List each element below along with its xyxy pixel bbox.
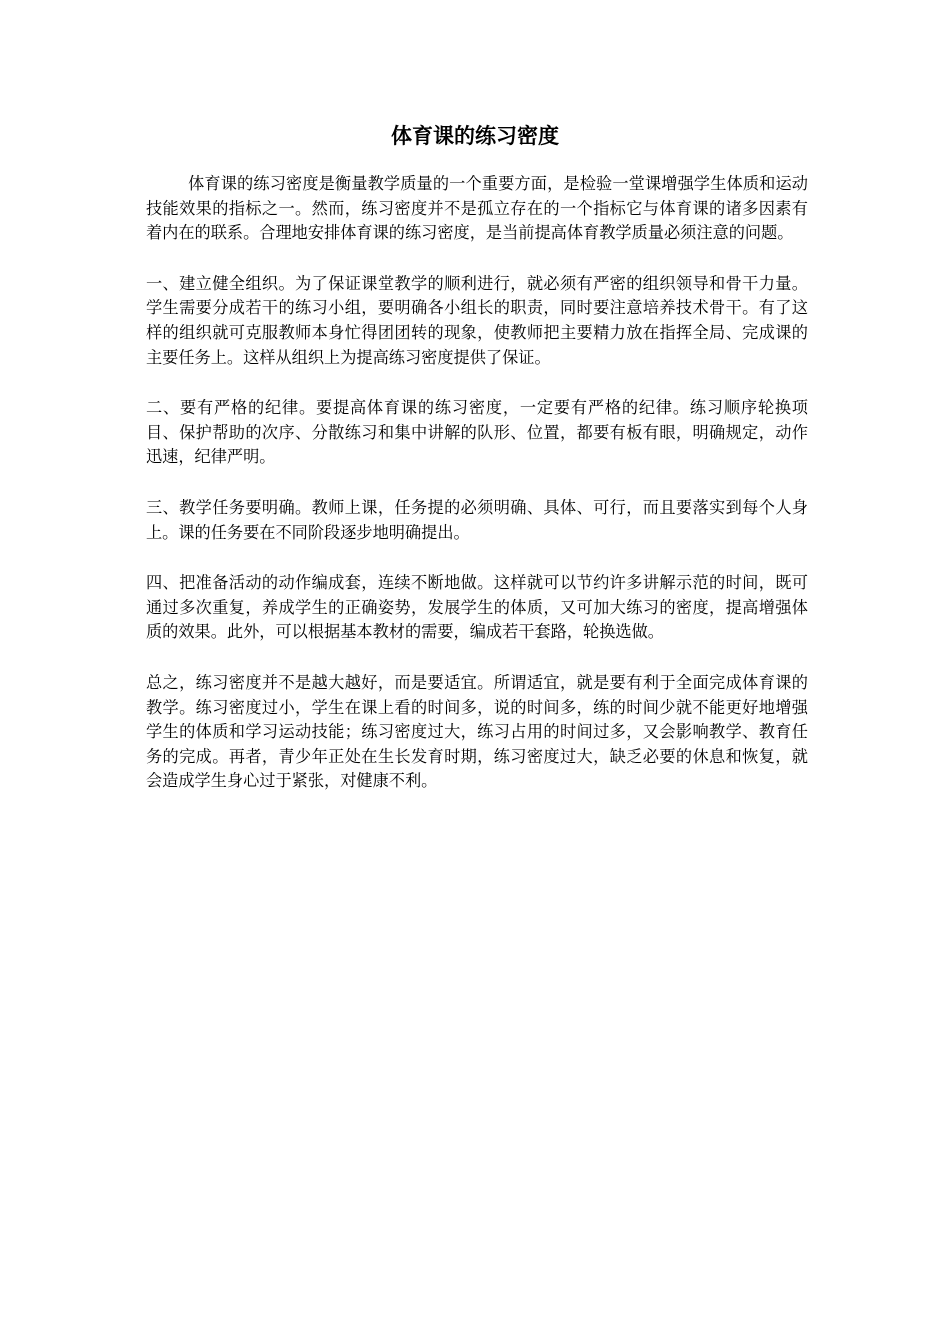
paragraph-discipline: 二、要有严格的纪律。要提高体育课的练习密度，一定要有严格的纪律。练习顺序轮换项目、保护帮助的次序、分散练习和集中讲解的队形、位置，都要有板有眼，明确规定，动作迅速，纪律严明。 xyxy=(146,398,808,467)
paragraph-conclusion: 总之，练习密度并不是越大越好，而是要适宜。所谓适宜，就是要有利于全面完成体育课的教学。练习密度过小，学生在课上看的时间多，说的时间多，练的时间少就不能更好地增强学生的体质和学习运动技能；练习密度过大，练习占用的时间过多，又会影响教学、教育任务的完成。再者，青少年正处在生长发育时期，练习密度过大，缺乏必要的休息和恢复，就会造成学生身心过于紧张，对健康不利。 xyxy=(146,672,808,791)
paragraph-intro: 体育课的练习密度是衡量教学质量的一个重要方面，是检验一堂课增强学生体质和运动技能效果的指标之一。然而，练习密度并不是孤立存在的一个指标它与体育课的诸多因素有着内在的联系。合理地安排体育课的练习密度，是当前提高体育教学质量必须注意的问题。 xyxy=(146,174,808,243)
document-title: 体育课的练习密度 xyxy=(391,124,559,148)
paragraph-organization: 一、建立健全组织。为了保证课堂教学的顺利进行，就必须有严密的组织领导和骨干力量。学生需要分成若干的练习小组，要明确各小组长的职责，同时要注意培养技术骨干。有了这样的组织就可克服教师本身忙得团团转的现象，使教师把主要精力放在指挥全局、完成课的主要任务上。这样从组织上为提高练习密度提供了保证。 xyxy=(146,273,808,367)
paragraph-warmup: 四、把准备活动的动作编成套，连续不断地做。这样就可以节约许多讲解示范的时间，既可通过多次重复，养成学生的正确姿势，发展学生的体质，又可加大练习的密度，提高增强体质的效果。此外，可以根据基本教材的需要，编成若干套路，轮换选做。 xyxy=(146,573,808,642)
document-body xyxy=(146,172,808,820)
paragraph-tasks: 三、教学任务要明确。教师上课，任务提的必须明确、具体、可行，而且要落实到每个人身上。课的任务要在不同阶段逐步地明确提出。 xyxy=(146,497,808,542)
